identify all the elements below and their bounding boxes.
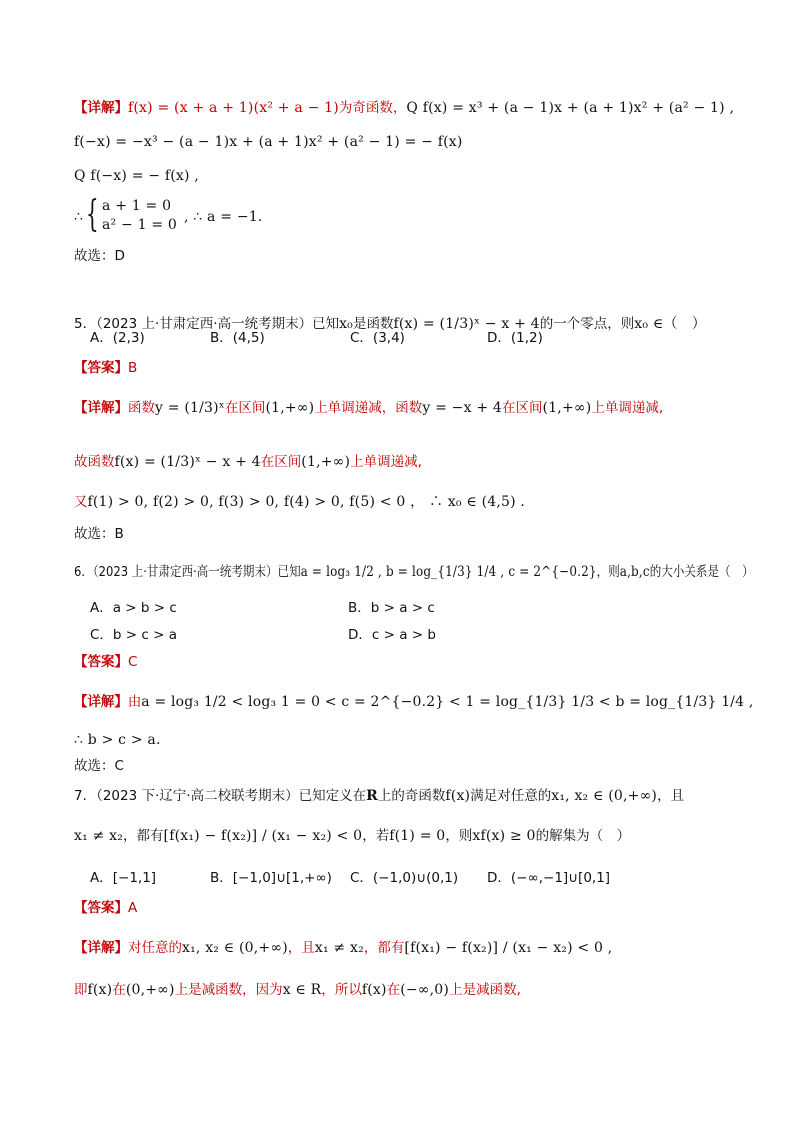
q5-detail-line3: [74, 492, 525, 512]
q5-d1i: 上单调递减,: [591, 400, 664, 416]
q7-stem-text2: 满足对任意的: [470, 788, 552, 804]
q7-answer: [74, 898, 137, 918]
q7-s2f: ，则: [445, 828, 473, 844]
q7-f1: f(1) = 0: [389, 828, 446, 844]
q7-d1b: x₁, x₂ ∈ (0,+∞): [182, 940, 288, 956]
q4-system-brace: {: [86, 194, 99, 235]
q6-option-c[interactable]: C．b > c > a: [90, 627, 177, 643]
q5-choice-text: 故选：B: [74, 526, 124, 542]
q5-d3a: 又: [74, 494, 88, 510]
q5-d2e: 上单调递减,: [350, 454, 422, 470]
q6-stem-text: ，则: [596, 564, 620, 580]
detail-tag: 【详解】: [74, 940, 128, 956]
q7-diff-quotient: [f(x₁) − f(x₂)] / (x₁ − x₂) < 0: [163, 828, 363, 844]
q7-neq: x₁ ≠ x₂: [74, 828, 124, 844]
q5-d1h: (1,+∞): [542, 400, 592, 416]
q7-stem-line1: [74, 786, 684, 806]
answer-tag: 【答案】: [74, 360, 128, 376]
q7-s2b: ，都有: [123, 828, 164, 844]
q7-d2e: 上是减函数，因为: [174, 982, 283, 998]
q6-answer: [74, 652, 137, 672]
q5-x0: x₀: [339, 316, 353, 332]
q7-d2j: (−∞,0): [400, 982, 450, 998]
q7-d1d: x₁ ≠ x₂: [314, 940, 364, 956]
q7-option-a[interactable]: A．[−1,1]: [90, 870, 157, 886]
q5-detail-line2: [74, 452, 422, 472]
q6-option-d[interactable]: D．c > a > b: [348, 627, 436, 643]
q5-d1d: (1,+∞): [265, 400, 315, 416]
q5-d2c: 在区间: [260, 454, 302, 470]
q7-ineq: xf(x) ≥ 0: [472, 828, 536, 844]
q4-detail-line3: Q f(−x) = − f(x) ,: [74, 168, 199, 184]
q6-d1a: 由: [127, 694, 142, 710]
q6-choice-text: 故选：C: [74, 758, 124, 774]
q7-d1a: 对任意的: [128, 940, 182, 956]
q6-stem-intro: 6．（2023 上·甘肃定西·高一统考期末）已知: [74, 564, 301, 580]
q7-stem-text3: ，且: [657, 788, 685, 804]
q7-option-c[interactable]: C．(−1,0)∪(0,1): [350, 870, 459, 886]
q7-detail-line2: [74, 980, 521, 1000]
q7-d2f: x ∈ R: [282, 982, 322, 998]
q5-d2a: 故函数: [74, 454, 115, 470]
q5-answer: [74, 358, 137, 378]
q7-s2h: 的解集为（ ）: [535, 828, 631, 844]
q7-d2i: 在: [386, 982, 401, 998]
q4-expand-expr: Q f(x) = x³ + (a − 1)x + (a + 1)x² + (a² − 1) ,: [406, 100, 735, 116]
q6-stem: [74, 562, 754, 582]
q4-system-row1: a + 1 = 0: [102, 198, 172, 214]
q5-stem-end: x₀ ∈（ ）: [634, 316, 707, 332]
q7-d1f: [f(x₁) − f(x₂)] / (x₁ − x₂) < 0 ,: [404, 940, 613, 956]
detail-tag: 【详解】: [74, 694, 128, 710]
answer-tag: 【答案】: [74, 654, 128, 670]
q7-d1e: ，都有: [363, 940, 405, 956]
q7-option-d[interactable]: D．(−∞,−1]∪[0,1]: [487, 870, 611, 886]
q7-d2c: 在: [112, 982, 126, 998]
q5-option-a[interactable]: A．(2,3): [90, 330, 145, 346]
q7-d2b: f(x): [87, 982, 113, 998]
q6-option-b[interactable]: B．b > a > c: [348, 600, 435, 616]
q7-stem-intro: 7．（2023 下·辽宁·高二校联考期末）已知定义在: [74, 788, 367, 804]
q4-detail-line1: [74, 98, 734, 118]
q7-answer-value: A: [128, 900, 138, 916]
q4-choice-text: 故选：D: [74, 248, 125, 264]
q7-d2a: 即: [74, 982, 88, 998]
q5-d3b: f(1) > 0, f(2) > 0, f(3) > 0, f(4) > 0, f(5) < 0 ， ∴ x₀ ∈ (4,5) .: [87, 494, 526, 510]
q7-d2g: ，所以: [321, 982, 362, 998]
q7-option-b[interactable]: B．[−1,0]∪[1,+∞): [210, 870, 332, 886]
q7-d2h: f(x): [361, 982, 387, 998]
q5-func: f(x) = (1/3)ˣ − x + 4: [393, 316, 540, 332]
q7-d2k: 上是减函数,: [449, 982, 521, 998]
q6-stem-end: 的大小关系是（ ）: [649, 564, 754, 580]
q7-stem-text: 上的奇函数: [377, 788, 446, 804]
q6-detail-line2: ∴ b > c > a.: [74, 732, 161, 748]
q6-detail-line1: [74, 692, 754, 712]
detail-tag: 【详解】: [74, 400, 128, 416]
detail-tag: 【详解】: [74, 100, 128, 116]
q4-detail-line2: f(−x) = −x³ − (a − 1)x + (a + 1)x² + (a² − 1) = − f(x): [74, 134, 463, 150]
q7-d2d: (0,+∞): [125, 982, 175, 998]
q4-result: , ∴ a = −1.: [184, 209, 263, 225]
q7-s2d: ，若: [362, 828, 390, 844]
q5-answer-value: B: [128, 360, 138, 376]
q6-choice: [74, 756, 124, 776]
q5-option-b[interactable]: B．(4,5): [210, 330, 265, 346]
answer-tag: 【答案】: [74, 900, 128, 916]
q5-stem-intro: 5．（2023 上·甘肃定西·高一统考期末）已知: [74, 316, 340, 332]
q5-choice: [74, 524, 124, 544]
q6-answer-value: C: [128, 654, 138, 670]
q4-choice: [74, 246, 125, 266]
q7-R: R: [366, 788, 378, 804]
q6-option-a[interactable]: A．a > b > c: [90, 600, 177, 616]
q5-d2b: f(x) = (1/3)ˣ − x + 4: [114, 454, 261, 470]
q6-vars: a,b,c: [619, 564, 650, 580]
q5-d1f: y = −x + 4: [422, 400, 503, 416]
q4-odd-text: 为奇函数，: [338, 100, 407, 116]
q5-d1b: y = (1/3)ˣ: [155, 400, 225, 416]
q4-system-row2: a² − 1 = 0: [102, 217, 178, 233]
q5-d1a: 函数: [128, 400, 155, 416]
q5-d2d: (1,+∞): [301, 454, 351, 470]
q5-stem-text2: 的一个零点，则: [539, 316, 635, 332]
q5-detail-line1: [74, 398, 663, 418]
q5-stem-text: 是函数: [353, 316, 394, 332]
q5-d1e: 上单调递减，函数: [314, 400, 423, 416]
q6-d1b: a = log₃ 1/2 < log₃ 1 = 0 < c = 2^{−0.2} < 1 = log_{1/3} 1/3 < b = log_{1/3} 1/4 ,: [141, 694, 754, 710]
q5-d1c: 在区间: [224, 400, 266, 416]
q5-option-c[interactable]: C．(3,4): [350, 330, 405, 346]
q7-stem-line2: [74, 826, 630, 846]
q6-defs: a = log₃ 1/2 , b = log_{1/3} 1/4 , c = 2^{−0.2}: [300, 564, 597, 580]
q4-therefore: ∴: [74, 209, 84, 225]
q7-fx: f(x): [445, 788, 471, 804]
q7-detail-line1: [74, 938, 612, 958]
q4-func-expr: f(x) = (x + a + 1)(x² + a − 1): [128, 100, 339, 116]
q5-d1g: 在区间: [502, 400, 543, 416]
q7-x1x2: x₁, x₂ ∈ (0,+∞): [551, 788, 658, 804]
q5-option-d[interactable]: D．(1,2): [487, 330, 543, 346]
q7-d1c: ，且: [287, 940, 315, 956]
